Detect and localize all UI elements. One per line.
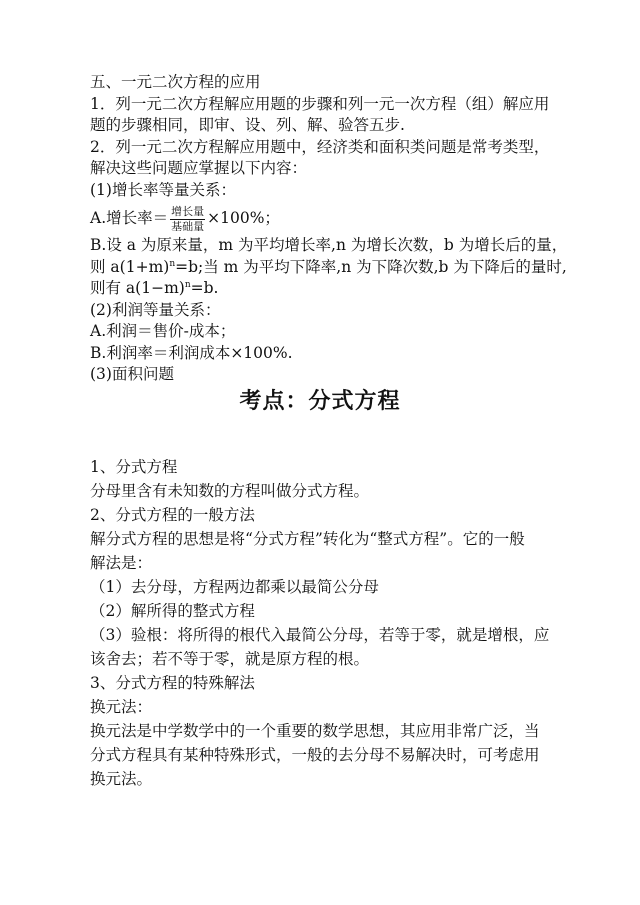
substitution-line-3: 换元法。 [90, 770, 153, 788]
fraction-numerator: 增长量 [171, 204, 205, 218]
method-line-1: 解分式方程的思想是将“分式方程”转化为“整式方程”。它的一般 [90, 530, 525, 548]
step-1: （1）去分母，方程两边都乘以最简公分母 [90, 578, 379, 596]
growth-fraction [170, 206, 205, 233]
method-line-2: 解法是： [90, 554, 153, 572]
formula-suffix: ×100%； [207, 209, 280, 227]
item-b-line-3 [90, 278, 570, 300]
step-3-line-1: （3）验根：将所得的根代入最简公分母，若等于零，就是增根，应 [90, 626, 550, 644]
item-b-line-2 [90, 257, 570, 279]
expr-rest: =b;当 m 为平均下降率,n 为下降次数,b 为下降后的量时, [175, 257, 567, 276]
growth-rate-formula [90, 201, 570, 235]
area-subtitle: (3)面积问题 [90, 365, 174, 383]
paragraph-1-line-2: 题的步骤相同，即审、设、列、解、验答五步. [90, 116, 405, 134]
subsection-3-title: 3、分式方程的特殊解法 [90, 674, 255, 692]
paragraph-2-line-1: 2．列一元二次方程解应用题中，经济类和面积类问题是常考类型， [90, 137, 550, 156]
section-title: 五、一元二次方程的应用 [90, 73, 261, 91]
exponent: n [184, 279, 191, 290]
substitution-line-1: 换元法是中学数学中的一个重要的数学思想，其应用非常广泛，当 [90, 722, 540, 740]
paragraph-2-line-2: 解决这些问题应掌握以下内容： [90, 159, 308, 177]
subsection-1-title: 1、分式方程 [90, 458, 178, 476]
substitution-method-title: 换元法： [90, 698, 153, 716]
paragraph-1-line-1: 1．列一元二次方程解应用题的步骤和列一元一次方程（组）解应用 [90, 94, 550, 113]
step-2: （2）解所得的整式方程 [90, 602, 255, 620]
expr-rest: =b. [190, 279, 219, 297]
subsection-2-title: 2、分式方程的一般方法 [90, 506, 255, 524]
profit-subtitle: (2)利润等量关系： [90, 300, 221, 319]
profit-formula-a: A.利润＝售价-成本； [90, 322, 236, 340]
expr-growth: 则 a(1+m) [90, 257, 170, 276]
item-b-line-1: B.设 a 为原来量，m 为平均增长率,n 为增长次数，b 为增长后的量， [90, 236, 568, 254]
section-quadratic-applications [90, 72, 570, 386]
growth-rate-subtitle: (1)增长率等量关系： [90, 180, 236, 199]
substitution-line-2: 分式方程具有某种特殊形式，一般的去分母不易解决时，可考虑用 [90, 746, 540, 764]
profit-formula-b: B.利润率＝利润成本×100%. [90, 343, 293, 362]
section-fractional-equations [90, 455, 570, 791]
fraction-denominator: 基础量 [171, 219, 205, 233]
step-3-line-2: 该舍去；若不等于零，就是原方程的根。 [90, 650, 370, 668]
formula-prefix: A.增长率＝ [90, 209, 169, 227]
expr-decline: 则有 a(1−m) [90, 279, 185, 297]
exponent: n [169, 258, 176, 269]
topic-heading: 考点：分式方程 [239, 388, 401, 414]
definition-text: 分母里含有未知数的方程叫做分式方程。 [90, 482, 370, 500]
